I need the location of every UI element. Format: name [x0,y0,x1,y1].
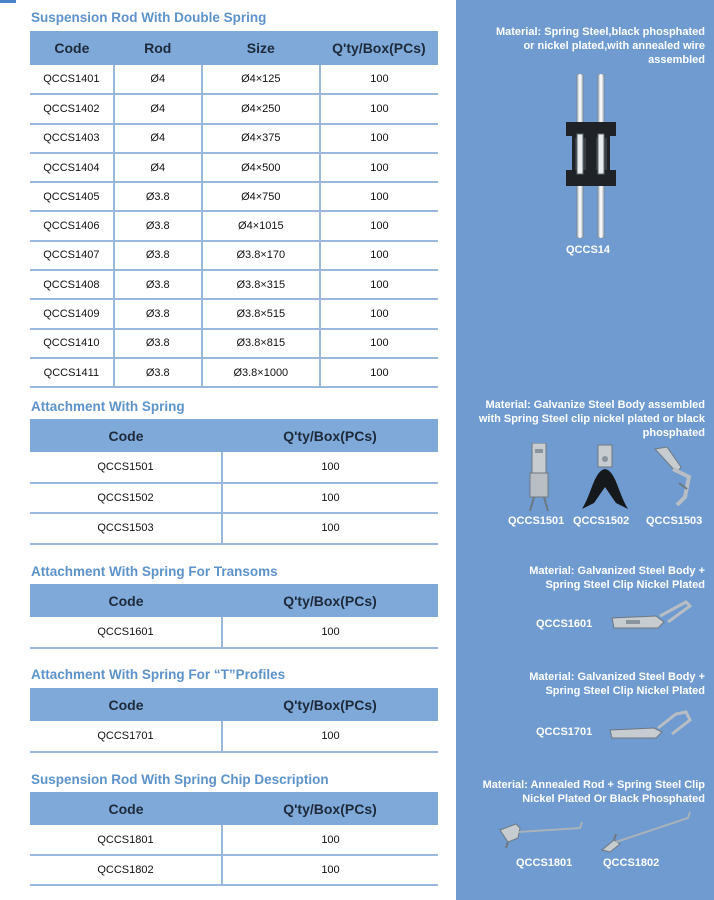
table-cell: QCCS1407 [30,241,114,270]
table-cell: 100 [222,721,438,752]
caption-qccs1802: QCCS1802 [603,857,660,869]
table-cell: Ø4 [114,94,202,123]
table-cell: Ø4×750 [202,182,320,211]
table-row [30,483,438,514]
table-row [30,153,438,182]
caption-qccs1601: QCCS1601 [536,618,593,630]
table-cell: Ø3.8×515 [202,299,320,328]
table-cell: QCCS1802 [30,855,222,885]
table-cell: 100 [222,452,438,483]
table-cell: Ø3.8×1000 [202,358,320,387]
table-cell: QCCS1403 [30,124,114,153]
attachment-qccs1503-image [651,443,695,513]
table-transoms [30,584,438,649]
table-cell: QCCS1701 [30,721,222,752]
table-row [30,329,438,358]
table-cell: Ø4 [114,124,202,153]
table-t-profiles [30,688,438,753]
table-cell: Ø4×375 [202,124,320,153]
table-cell: Ø3.8 [114,241,202,270]
header-code: Code [30,419,222,452]
header-code: Code [30,688,222,721]
table-row [30,211,438,240]
table-row [30,65,438,94]
header-qty: Q'ty/Box(PCs) [222,419,438,452]
table-cell: Ø3.8 [114,299,202,328]
table-row [30,299,438,328]
header-code: Code [30,584,222,617]
table-cell: QCCS1601 [30,617,222,648]
table-cell: 100 [320,241,438,270]
table-row [30,124,438,153]
table-row [30,241,438,270]
caption-qccs1701: QCCS1701 [536,726,593,738]
table-cell: Ø3.8×315 [202,270,320,299]
header-code: Code [30,792,222,825]
table-cell: 100 [320,211,438,240]
attachment-qccs1601-image [606,598,696,636]
table-cell: QCCS1411 [30,358,114,387]
table-cell: 100 [222,617,438,648]
table-row [30,270,438,299]
table-cell: Ø3.8 [114,270,202,299]
table-cell: 100 [320,299,438,328]
table-row [30,855,438,885]
table-cell: Ø4×125 [202,65,320,94]
table-attachment-with-spring [30,419,438,545]
table-cell: 100 [222,855,438,885]
table-cell: QCCS1410 [30,329,114,358]
table-cell: QCCS1405 [30,182,114,211]
table-cell: QCCS1408 [30,270,114,299]
material-text-qccs15: Material: Galvanize Steel Body assembled with Spring Steel clip nickel plated or black phosphated [478,399,705,439]
table-spring-chip [30,792,438,886]
header-qty: Q'ty/Box(PCs) [320,31,438,65]
table-cell: 100 [320,182,438,211]
table-cell: Ø4×500 [202,153,320,182]
table-row [30,513,438,544]
material-text-qccs18: Material: Annealed Rod + Spring Steel Clip Nickel Plated Or Black Phosphated [482,779,705,805]
table-cell: Ø3.8 [114,358,202,387]
table-double-spring [30,31,438,388]
table-cell: 100 [222,825,438,855]
caption-qccs14: QCCS14 [566,244,611,256]
table-cell: Ø3.8×170 [202,241,320,270]
caption-qccs1801: QCCS1801 [516,857,573,869]
table-cell: 100 [320,65,438,94]
header-size: Size [202,31,320,65]
table-row [30,617,438,648]
section-title-t-profiles: Attachment With Spring For “T”Profiles [31,667,286,682]
caption-qccs1503: QCCS1503 [646,515,703,527]
table-row [30,825,438,855]
header-code: Code [30,31,114,65]
table-row [30,452,438,483]
section-title-transoms: Attachment With Spring For Transoms [31,564,278,579]
materials-panel [456,0,714,900]
material-text-qccs1601: Material: Galvanized Steel Body + Spring Steel Clip Nickel Plated [529,565,705,591]
table-cell: Ø3.8 [114,329,202,358]
table-cell: 100 [320,124,438,153]
header-qty: Q'ty/Box(PCs) [222,688,438,721]
table-cell: QCCS1401 [30,65,114,94]
table-cell: QCCS1402 [30,94,114,123]
table-row [30,182,438,211]
table-cell: Ø3.8 [114,211,202,240]
table-cell: Ø4 [114,153,202,182]
attachment-qccs1501-image [526,443,554,513]
table-cell: 100 [320,329,438,358]
table-cell: 100 [320,94,438,123]
header-rod: Rod [114,31,202,65]
table-cell: QCCS1801 [30,825,222,855]
table-cell: 100 [320,153,438,182]
material-text-qccs1701: Material: Galvanized Steel Body + Spring Steel Clip Nickel Plated [529,671,705,697]
caption-qccs1502: QCCS1502 [573,515,630,527]
table-cell: QCCS1502 [30,483,222,514]
table-row [30,94,438,123]
table-row [30,358,438,387]
table-cell: 100 [222,513,438,544]
table-cell: QCCS1409 [30,299,114,328]
table-cell: QCCS1501 [30,452,222,483]
section-title-double-spring: Suspension Rod With Double Spring [31,10,267,25]
table-cell: Ø4 [114,65,202,94]
attachment-qccs1502-image [576,443,634,513]
table-cell: QCCS1503 [30,513,222,544]
table-cell: Ø4×1015 [202,211,320,240]
header-qty: Q'ty/Box(PCs) [222,792,438,825]
rod-clip-qccs1802-image [596,810,696,854]
caption-qccs1501: QCCS1501 [508,515,565,527]
header-qty: Q'ty/Box(PCs) [222,584,438,617]
suspension-rod-product-image [562,74,620,238]
table-cell: QCCS1406 [30,211,114,240]
table-cell: 100 [320,270,438,299]
attachment-qccs1701-image [606,706,696,742]
table-cell: 100 [222,483,438,514]
material-text-qccs14: Material: Spring Steel,black phosphated or nickel plated,with annealed wire assembled [495,26,705,66]
corner-mark [0,0,16,3]
rod-clip-qccs1801-image [496,816,586,852]
table-cell: Ø3.8×815 [202,329,320,358]
table-cell: 100 [320,358,438,387]
table-cell: Ø3.8 [114,182,202,211]
table-row [30,721,438,752]
section-title-attachment-with-spring: Attachment With Spring [31,399,185,414]
section-title-spring-chip: Suspension Rod With Spring Chip Description [31,772,329,787]
table-cell: Ø4×250 [202,94,320,123]
table-cell: QCCS1404 [30,153,114,182]
